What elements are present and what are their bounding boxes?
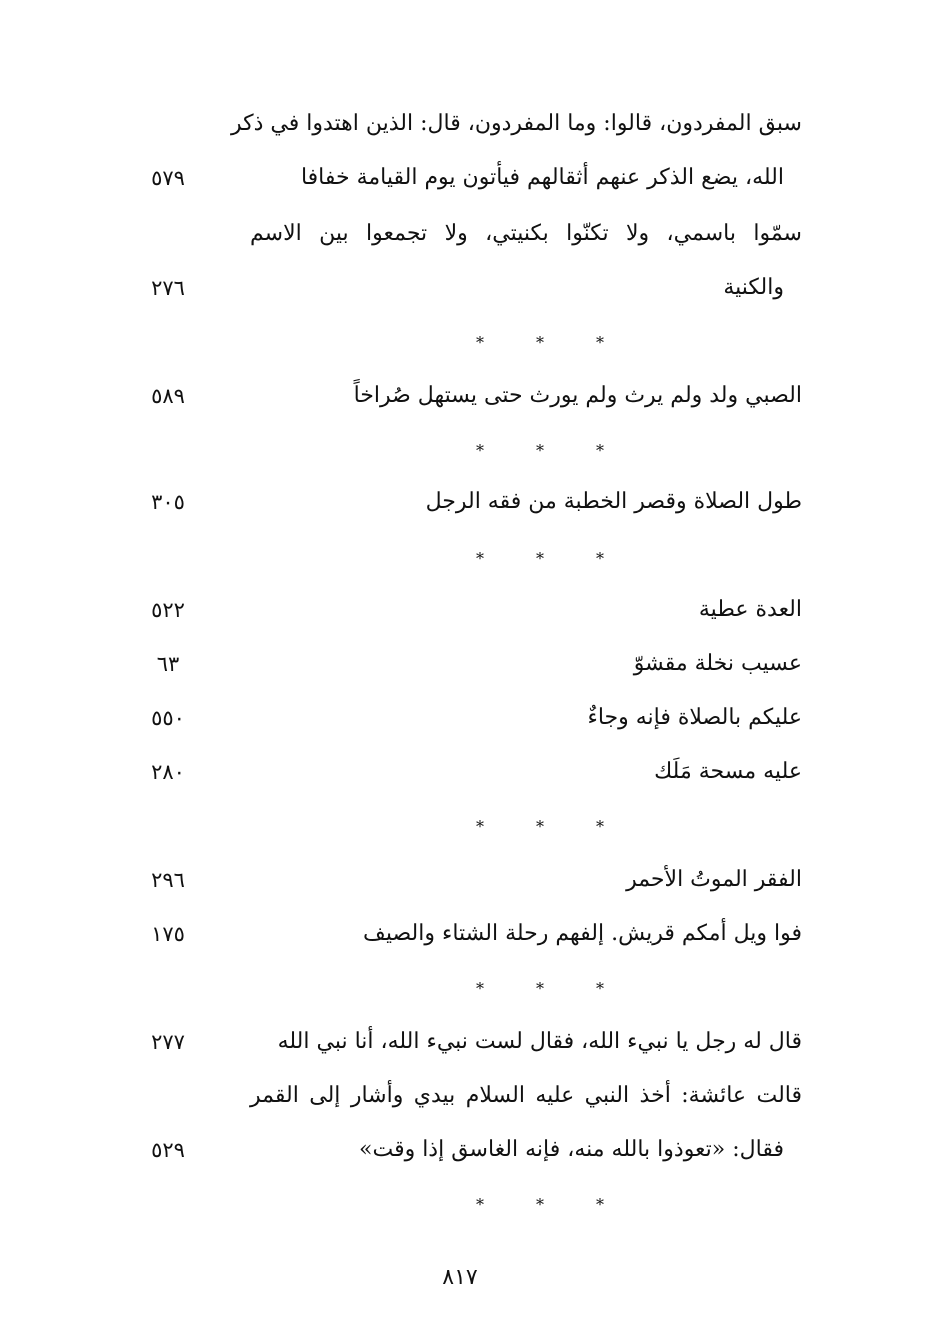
entry-page-number: ٢٧٦ <box>151 276 185 300</box>
separator-star: * <box>596 817 604 836</box>
separator-star: * <box>476 549 484 568</box>
index-entry <box>130 696 810 740</box>
index-entry <box>130 750 810 794</box>
section-separator <box>470 1190 610 1220</box>
section-separator <box>470 328 610 358</box>
index-entry <box>130 642 810 686</box>
separator-star: * <box>596 1195 604 1214</box>
entry-page-number: ٥٢٢ <box>151 598 185 622</box>
entry-text: فوا ويل أمكم قريش. إلفهم رحلة الشتاء والصيف <box>363 921 802 946</box>
entry-page-number: ٢٨٠ <box>151 760 185 784</box>
separator-star: * <box>536 549 544 568</box>
entry-text: عسيب نخلة مقشوّ <box>633 651 802 676</box>
section-separator <box>470 544 610 574</box>
entry-page-number: ٥٢٩ <box>151 1138 185 1162</box>
index-entry <box>130 156 810 200</box>
section-separator <box>470 812 610 842</box>
separator-star: * <box>536 979 544 998</box>
index-entry <box>130 912 810 956</box>
separator-star: * <box>536 333 544 352</box>
entry-page-number: ٥٨٩ <box>151 384 185 408</box>
page-number: ٨١٧ <box>442 1265 478 1290</box>
entry-text: الصبي ولد ولم يرث ولم يورث حتى يستهل صُراخاً <box>353 383 802 408</box>
entry-text: قال له رجل يا نبيء الله، فقال لست نبيء الله، أنا نبي الله <box>277 1029 802 1054</box>
entry-text: والكنية <box>723 275 784 300</box>
separator-star: * <box>476 817 484 836</box>
index-entry <box>130 266 810 310</box>
separator-star: * <box>476 441 484 460</box>
entry-text: عليه مسحة مَلَك <box>654 759 802 784</box>
section-separator <box>470 436 610 466</box>
entry-text: الفقر الموتُ الأحمر <box>626 867 802 892</box>
index-entry <box>130 858 810 902</box>
entry-text: الله، يضع الذكر عنهم أثقالهم فيأتون يوم القيامة خفافا <box>300 165 784 190</box>
entry-page-number: ١٧٥ <box>151 922 185 946</box>
separator-star: * <box>536 441 544 460</box>
separator-star: * <box>596 333 604 352</box>
separator-star: * <box>536 1195 544 1214</box>
entry-text: طول الصلاة وقصر الخطبة من فقه الرجل <box>425 489 802 514</box>
index-entry <box>130 374 810 418</box>
separator-star: * <box>476 1195 484 1214</box>
index-entry <box>130 480 810 524</box>
entry-text: سبق المفردون، قالوا: وما المفردون، قال: الذين اهتدوا في ذكر <box>231 111 802 136</box>
separator-star: * <box>596 441 604 460</box>
index-entry <box>130 1128 810 1172</box>
section-separator <box>470 974 610 1004</box>
entry-text: قالت عائشة: أخذ النبي عليه السلام بيدي وأشار إلى القمر <box>250 1083 802 1108</box>
separator-star: * <box>476 979 484 998</box>
entry-text: سمّوا باسمي، ولا تكنّوا بكنيتي، ولا تجمعوا بين الاسم <box>250 221 802 246</box>
index-entry <box>130 1074 810 1118</box>
separator-star: * <box>596 979 604 998</box>
entry-page-number: ٢٩٦ <box>151 868 185 892</box>
entry-page-number: ٥٥٠ <box>151 706 185 730</box>
separator-star: * <box>476 333 484 352</box>
entry-page-number: ٣٠٥ <box>151 490 185 514</box>
entry-page-number: ٦٣ <box>156 652 180 676</box>
entry-page-number: ٢٧٧ <box>151 1030 185 1054</box>
separator-star: * <box>596 549 604 568</box>
index-entry <box>130 102 810 146</box>
entry-text: العدة عطية <box>698 597 802 622</box>
index-entry <box>130 212 810 256</box>
entry-page-number: ٥٧٩ <box>151 166 185 190</box>
index-entry <box>130 1020 810 1064</box>
entry-text: فقال: «تعوذوا بالله منه، فإنه الغاسق إذا وقت» <box>359 1137 784 1162</box>
index-entry <box>130 588 810 632</box>
separator-star: * <box>536 817 544 836</box>
entry-text: عليكم بالصلاة فإنه وجاءٌ <box>587 705 802 730</box>
